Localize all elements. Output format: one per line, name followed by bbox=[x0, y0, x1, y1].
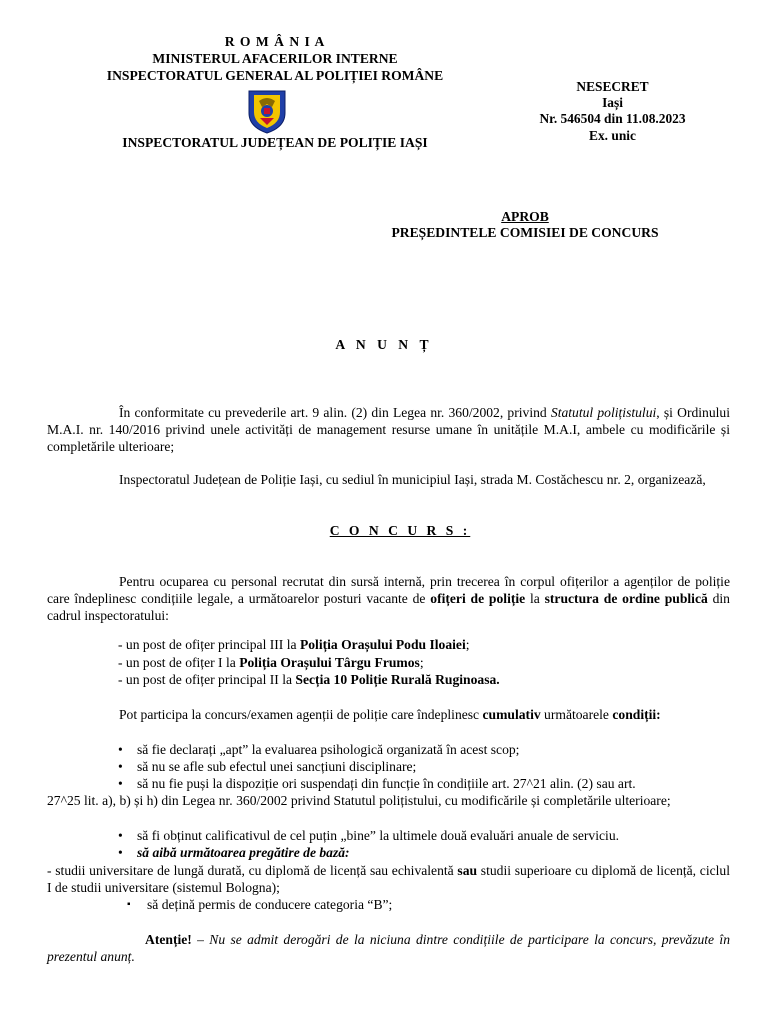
copies-note: Ex. unic bbox=[589, 128, 636, 143]
bullet-icon: • bbox=[118, 776, 123, 791]
license-requirement: să dețină permis de conducere categoria “B”; bbox=[147, 897, 393, 912]
post-unit: Secția 10 Poliție Rurală Ruginoasa. bbox=[295, 672, 500, 687]
county-inspectorate-name: INSPECTORATUL JUDEȚEAN DE POLIȚIE IAȘI bbox=[122, 135, 428, 150]
bullet-icon: • bbox=[118, 828, 123, 843]
intro-paragraph bbox=[47, 404, 730, 455]
studies-text-c: studii superioare cu diplomă de licență, ciclul I de studii universitare (sistemul Bologna); bbox=[47, 863, 730, 895]
note-dash: – bbox=[191, 932, 210, 947]
condition-item: să aibă următoarea pregătire de bază: bbox=[137, 845, 350, 860]
purpose-structure: structura de ordine publică bbox=[544, 591, 708, 606]
eligibility-text-a: Pot participa la concurs/examen agenții de poliție care îndeplinesc bbox=[119, 707, 483, 722]
bullet-icon: • bbox=[118, 845, 123, 860]
eligibility-paragraph bbox=[47, 706, 730, 723]
ministry-name: MINISTERUL AFACERILOR INTERNE bbox=[152, 51, 398, 66]
condition-item: să fie declarați „apt” la evaluarea psihologică organizată în acest scop; bbox=[137, 742, 520, 757]
post-suffix: ; bbox=[465, 637, 470, 652]
note-text: Nu se admit derogări de la niciuna dintre condițiile de participare la concurs, prevăzute în prezentul anunț. bbox=[47, 932, 730, 964]
post-unit: Poliția Orașului Podu Iloaiei bbox=[299, 637, 466, 652]
concurs-title: C O N C U R S : bbox=[329, 523, 471, 538]
country-title: R O M Â N I A bbox=[224, 34, 326, 49]
intro-statute: Statutul polițistului bbox=[550, 405, 657, 420]
purpose-paragraph bbox=[47, 573, 730, 624]
post-prefix: - un post de ofițer principal II la bbox=[118, 672, 296, 687]
note-label: Atenție! bbox=[145, 932, 192, 947]
condition-item: să nu se afle sub efectul unei sancțiuni disciplinare; bbox=[137, 759, 417, 774]
bullet-icon: • bbox=[118, 759, 123, 774]
studies-paragraph bbox=[47, 862, 730, 896]
approval-label: APROB bbox=[501, 209, 549, 224]
post-prefix: - un post de ofițer principal III la bbox=[118, 637, 300, 652]
police-emblem-icon bbox=[245, 87, 289, 135]
inspectorate-name: INSPECTORATUL GENERAL AL POLIȚIEI ROMÂNE bbox=[106, 68, 444, 83]
purpose-role: ofițeri de poliție bbox=[430, 591, 526, 606]
intro-text-a: În conformitate cu prevederile art. 9 alin. (2) din Legea nr. 360/2002, privind bbox=[119, 405, 551, 420]
post-item bbox=[118, 654, 424, 671]
classification-level: NESECRET bbox=[576, 79, 649, 94]
intro-text-b: , și Ordinului M.A.I. nr. 140/2016 privind unele activități de management resurse umane în unitățile M.A.I, ambele cu modificările și completările ulterioare; bbox=[47, 405, 730, 454]
post-item bbox=[118, 671, 500, 688]
organizer-paragraph: Inspectoratul Județean de Poliție Iași, cu sediul în municipiul Iași, strada M. Costăchescu nr. 2, organizează, bbox=[119, 472, 706, 487]
eligibility-cumulative: cumulativ bbox=[482, 707, 541, 722]
classification-city: Iași bbox=[602, 95, 623, 110]
purpose-text-c: la bbox=[525, 591, 545, 606]
post-unit: Poliția Orașului Târgu Frumos bbox=[239, 655, 420, 670]
document-number: Nr. 546504 din 11.08.2023 bbox=[539, 111, 686, 126]
studies-or: sau bbox=[457, 863, 478, 878]
condition-item: să fi obținut calificativul de cel puțin „bine” la ultimele două evaluări anuale de serviciu. bbox=[137, 828, 620, 843]
eligibility-conditions: condiții: bbox=[612, 707, 661, 722]
purpose-text-e: din cadrul inspectoratului: bbox=[47, 591, 730, 623]
condition-item: să nu fie puși la dispoziție ori suspendați din funcție în condițiile art. 27^21 alin. (2) sau art. bbox=[137, 776, 636, 791]
post-prefix: - un post de ofițer I la bbox=[118, 655, 240, 670]
note-paragraph bbox=[47, 931, 730, 965]
post-suffix: ; bbox=[419, 655, 424, 670]
page-title: A N U N Ț bbox=[335, 337, 433, 352]
approval-role: PREȘEDINTELE COMISIEI DE CONCURS bbox=[391, 225, 659, 240]
post-item bbox=[118, 636, 470, 653]
eligibility-text-c: următoarele bbox=[540, 707, 613, 722]
purpose-text-a: Pentru ocuparea cu personal recrutat din sursă internă, prin trecerea în corpul ofițerilor a agenților de poliție care îndeplinesc condițiile legale, a următoarelor posturi vacante de bbox=[47, 574, 730, 606]
bullet-icon: • bbox=[118, 742, 123, 757]
condition-item-continued: 27^25 lit. a), b) și h) din Legea nr. 360/2002 privind Statutul polițistului, cu modificările și completările ulterioare; bbox=[47, 793, 671, 808]
square-bullet-icon: ▪ bbox=[127, 899, 131, 910]
studies-text-a: - studii universitare de lungă durată, cu diplomă de licență sau echivalentă bbox=[47, 863, 458, 878]
